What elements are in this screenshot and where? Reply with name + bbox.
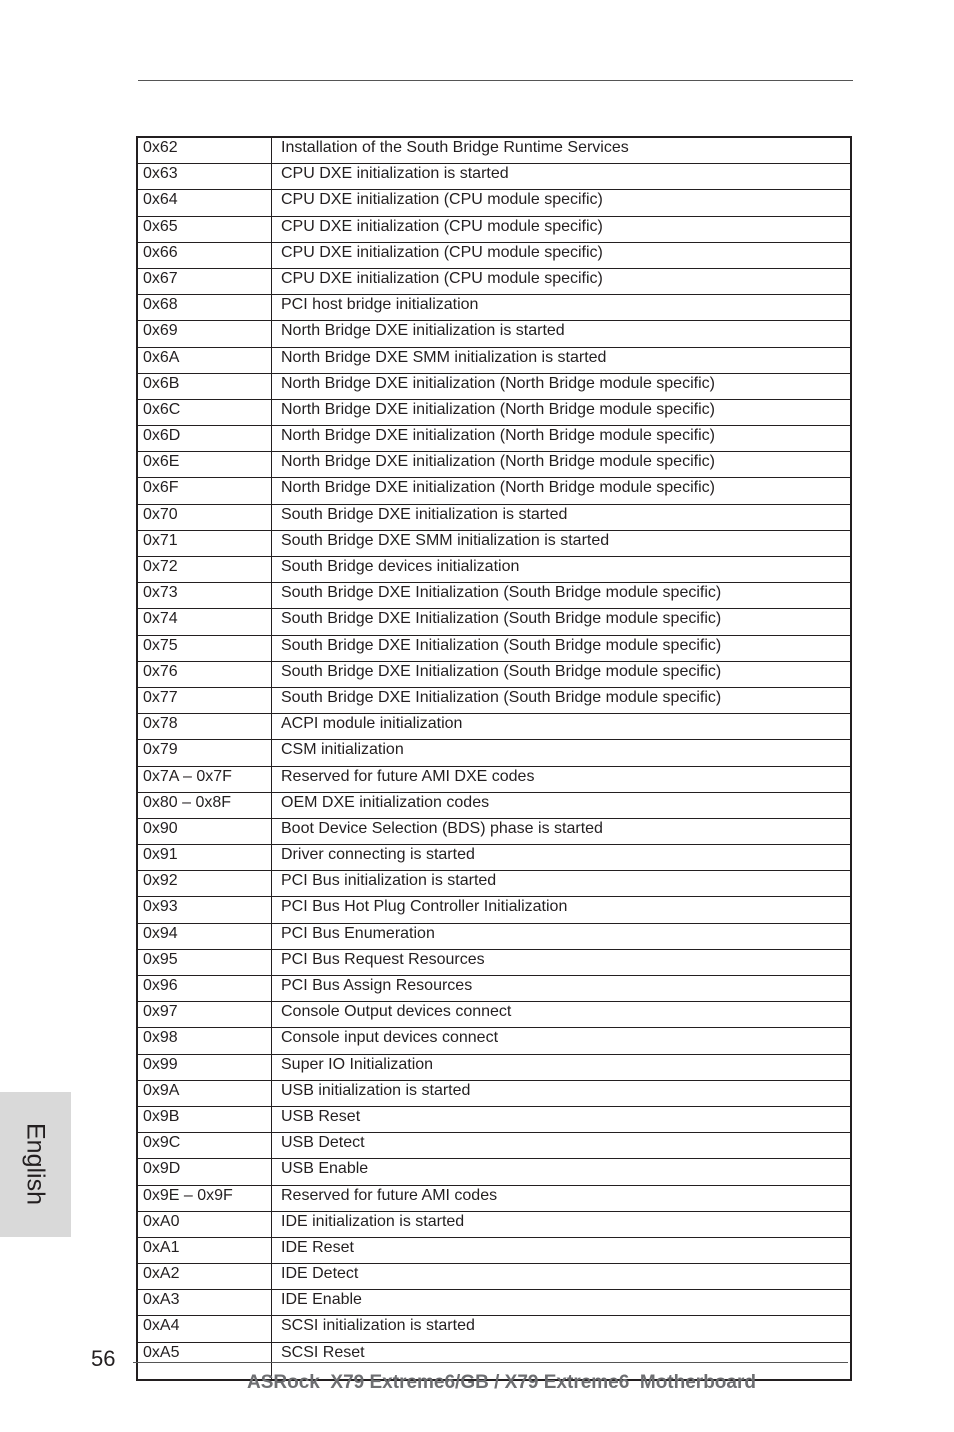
table-row xyxy=(137,792,851,818)
table-row xyxy=(137,137,851,164)
post-code-cell: 0x6D xyxy=(137,426,272,452)
post-code-cell: 0x75 xyxy=(137,635,272,661)
description-cell: South Bridge devices initialization xyxy=(272,557,852,583)
post-code-cell: 0x7A – 0x7F xyxy=(137,766,272,792)
table-row xyxy=(137,295,851,321)
footer-title: ASRock X79 Extreme6/GB / X79 Extreme6 Motherboard xyxy=(247,1372,756,1393)
post-code-cell: 0x76 xyxy=(137,661,272,687)
table-row xyxy=(137,871,851,897)
description-cell: IDE Detect xyxy=(272,1264,852,1290)
header-divider xyxy=(138,80,853,81)
description-cell: North Bridge DXE initialization is started xyxy=(272,321,852,347)
description-cell: CSM initialization xyxy=(272,740,852,766)
table-row xyxy=(137,687,851,713)
post-code-cell: 0x6B xyxy=(137,373,272,399)
page-number: 56 xyxy=(91,1346,116,1371)
post-code-cell: 0x71 xyxy=(137,530,272,556)
table-row xyxy=(137,1106,851,1132)
table-row xyxy=(137,1211,851,1237)
post-code-cell: 0x9B xyxy=(137,1106,272,1132)
table-row xyxy=(137,1028,851,1054)
description-cell: PCI host bridge initialization xyxy=(272,295,852,321)
post-code-cell: 0xA3 xyxy=(137,1290,272,1316)
post-code-cell: 0x6E xyxy=(137,452,272,478)
post-code-cell: 0x62 xyxy=(137,137,272,164)
description-cell: Console Output devices connect xyxy=(272,1002,852,1028)
description-cell: PCI Bus Assign Resources xyxy=(272,976,852,1002)
table-row xyxy=(137,557,851,583)
post-code-cell: 0x80 – 0x8F xyxy=(137,792,272,818)
description-cell: USB Reset xyxy=(272,1106,852,1132)
language-side-tab xyxy=(0,1092,71,1237)
description-cell: SCSI initialization is started xyxy=(272,1316,852,1342)
table-row xyxy=(137,268,851,294)
table-row xyxy=(137,1316,851,1342)
post-code-cell: 0xA1 xyxy=(137,1237,272,1263)
description-cell: CPU DXE initialization (CPU module specific) xyxy=(272,190,852,216)
description-cell: CPU DXE initialization is started xyxy=(272,164,852,190)
description-cell: Reserved for future AMI codes xyxy=(272,1185,852,1211)
table-row xyxy=(137,845,851,871)
post-code-cell: 0x67 xyxy=(137,268,272,294)
description-cell: North Bridge DXE initialization (North Bridge module specific) xyxy=(272,478,852,504)
description-cell: North Bridge DXE initialization (North Bridge module specific) xyxy=(272,399,852,425)
table-row xyxy=(137,478,851,504)
description-cell: SCSI Reset xyxy=(272,1342,852,1380)
description-cell: South Bridge DXE Initialization (South Bridge module specific) xyxy=(272,583,852,609)
table-row xyxy=(137,504,851,530)
description-cell: OEM DXE initialization codes xyxy=(272,792,852,818)
description-cell: IDE initialization is started xyxy=(272,1211,852,1237)
post-code-table xyxy=(136,136,852,1381)
description-cell: IDE Reset xyxy=(272,1237,852,1263)
description-cell: South Bridge DXE Initialization (South Bridge module specific) xyxy=(272,635,852,661)
description-cell: PCI Bus Hot Plug Controller Initialization xyxy=(272,897,852,923)
post-code-cell: 0x74 xyxy=(137,609,272,635)
table-row xyxy=(137,1080,851,1106)
description-cell: South Bridge DXE SMM initialization is started xyxy=(272,530,852,556)
table-row xyxy=(137,347,851,373)
table-row xyxy=(137,818,851,844)
post-code-cell: 0x92 xyxy=(137,871,272,897)
post-code-cell: 0x98 xyxy=(137,1028,272,1054)
table-row xyxy=(137,373,851,399)
post-code-table-body xyxy=(137,137,851,1380)
post-code-cell: 0x6C xyxy=(137,399,272,425)
table-row xyxy=(137,426,851,452)
description-cell: USB Enable xyxy=(272,1159,852,1185)
post-code-cell: 0xA2 xyxy=(137,1264,272,1290)
description-cell: PCI Bus Enumeration xyxy=(272,923,852,949)
table-row xyxy=(137,321,851,347)
post-code-cell: 0x70 xyxy=(137,504,272,530)
post-code-cell: 0x95 xyxy=(137,949,272,975)
post-code-cell: 0x63 xyxy=(137,164,272,190)
table-row xyxy=(137,399,851,425)
description-cell: IDE Enable xyxy=(272,1290,852,1316)
table-row xyxy=(137,1002,851,1028)
description-cell: Reserved for future AMI DXE codes xyxy=(272,766,852,792)
description-cell: USB initialization is started xyxy=(272,1080,852,1106)
table-row xyxy=(137,766,851,792)
table-row xyxy=(137,661,851,687)
footer-divider xyxy=(133,1362,848,1363)
description-cell: ACPI module initialization xyxy=(272,714,852,740)
table-row xyxy=(137,190,851,216)
post-code-cell: 0xA0 xyxy=(137,1211,272,1237)
post-code-cell: 0x9D xyxy=(137,1159,272,1185)
table-row xyxy=(137,1133,851,1159)
description-cell: Installation of the South Bridge Runtime Services xyxy=(272,137,852,164)
description-cell: Console input devices connect xyxy=(272,1028,852,1054)
post-code-cell: 0x6A xyxy=(137,347,272,373)
post-code-cell: 0x69 xyxy=(137,321,272,347)
table-row xyxy=(137,164,851,190)
post-code-cell: 0x64 xyxy=(137,190,272,216)
table-row xyxy=(137,530,851,556)
description-cell: PCI Bus Request Resources xyxy=(272,949,852,975)
description-cell: Super IO Initialization xyxy=(272,1054,852,1080)
table-row xyxy=(137,1290,851,1316)
table-row xyxy=(137,583,851,609)
post-code-cell: 0x91 xyxy=(137,845,272,871)
post-code-cell: 0x6F xyxy=(137,478,272,504)
post-code-cell: 0x68 xyxy=(137,295,272,321)
table-row xyxy=(137,1159,851,1185)
post-code-cell: 0x79 xyxy=(137,740,272,766)
description-cell: PCI Bus initialization is started xyxy=(272,871,852,897)
post-code-cell: 0x90 xyxy=(137,818,272,844)
description-cell: USB Detect xyxy=(272,1133,852,1159)
description-cell: CPU DXE initialization (CPU module specific) xyxy=(272,242,852,268)
description-cell: South Bridge DXE Initialization (South Bridge module specific) xyxy=(272,661,852,687)
post-code-cell: 0xA5 xyxy=(137,1342,272,1380)
description-cell: North Bridge DXE initialization (North Bridge module specific) xyxy=(272,426,852,452)
post-code-cell: 0x93 xyxy=(137,897,272,923)
description-cell: South Bridge DXE Initialization (South Bridge module specific) xyxy=(272,609,852,635)
description-cell: North Bridge DXE initialization (North Bridge module specific) xyxy=(272,373,852,399)
post-code-cell: 0x9C xyxy=(137,1133,272,1159)
table-row xyxy=(137,949,851,975)
description-cell: North Bridge DXE initialization (North Bridge module specific) xyxy=(272,452,852,478)
post-code-cell: 0x94 xyxy=(137,923,272,949)
table-row xyxy=(137,923,851,949)
post-code-cell: 0x72 xyxy=(137,557,272,583)
post-code-cell: 0xA4 xyxy=(137,1316,272,1342)
table-row xyxy=(137,1054,851,1080)
table-row xyxy=(137,609,851,635)
table-row xyxy=(137,242,851,268)
post-code-cell: 0x66 xyxy=(137,242,272,268)
table-row xyxy=(137,897,851,923)
post-code-cell: 0x77 xyxy=(137,687,272,713)
description-cell: Boot Device Selection (BDS) phase is started xyxy=(272,818,852,844)
table-row xyxy=(137,1264,851,1290)
post-code-cell: 0x99 xyxy=(137,1054,272,1080)
table-row xyxy=(137,216,851,242)
description-cell: South Bridge DXE Initialization (South Bridge module specific) xyxy=(272,687,852,713)
post-code-cell: 0x78 xyxy=(137,714,272,740)
table-row xyxy=(137,714,851,740)
post-code-cell: 0x73 xyxy=(137,583,272,609)
post-code-cell: 0x97 xyxy=(137,1002,272,1028)
table-row xyxy=(137,635,851,661)
table-row xyxy=(137,740,851,766)
language-side-tab-label: English xyxy=(21,1123,50,1205)
table-row xyxy=(137,1237,851,1263)
description-cell: Driver connecting is started xyxy=(272,845,852,871)
table-row xyxy=(137,1185,851,1211)
table-row xyxy=(137,452,851,478)
description-cell: North Bridge DXE SMM initialization is started xyxy=(272,347,852,373)
description-cell: CPU DXE initialization (CPU module specific) xyxy=(272,216,852,242)
table-row xyxy=(137,976,851,1002)
description-cell: South Bridge DXE initialization is started xyxy=(272,504,852,530)
post-code-cell: 0x9A xyxy=(137,1080,272,1106)
description-cell: CPU DXE initialization (CPU module specific) xyxy=(272,268,852,294)
post-code-cell: 0x65 xyxy=(137,216,272,242)
post-code-cell: 0x9E – 0x9F xyxy=(137,1185,272,1211)
post-code-cell: 0x96 xyxy=(137,976,272,1002)
